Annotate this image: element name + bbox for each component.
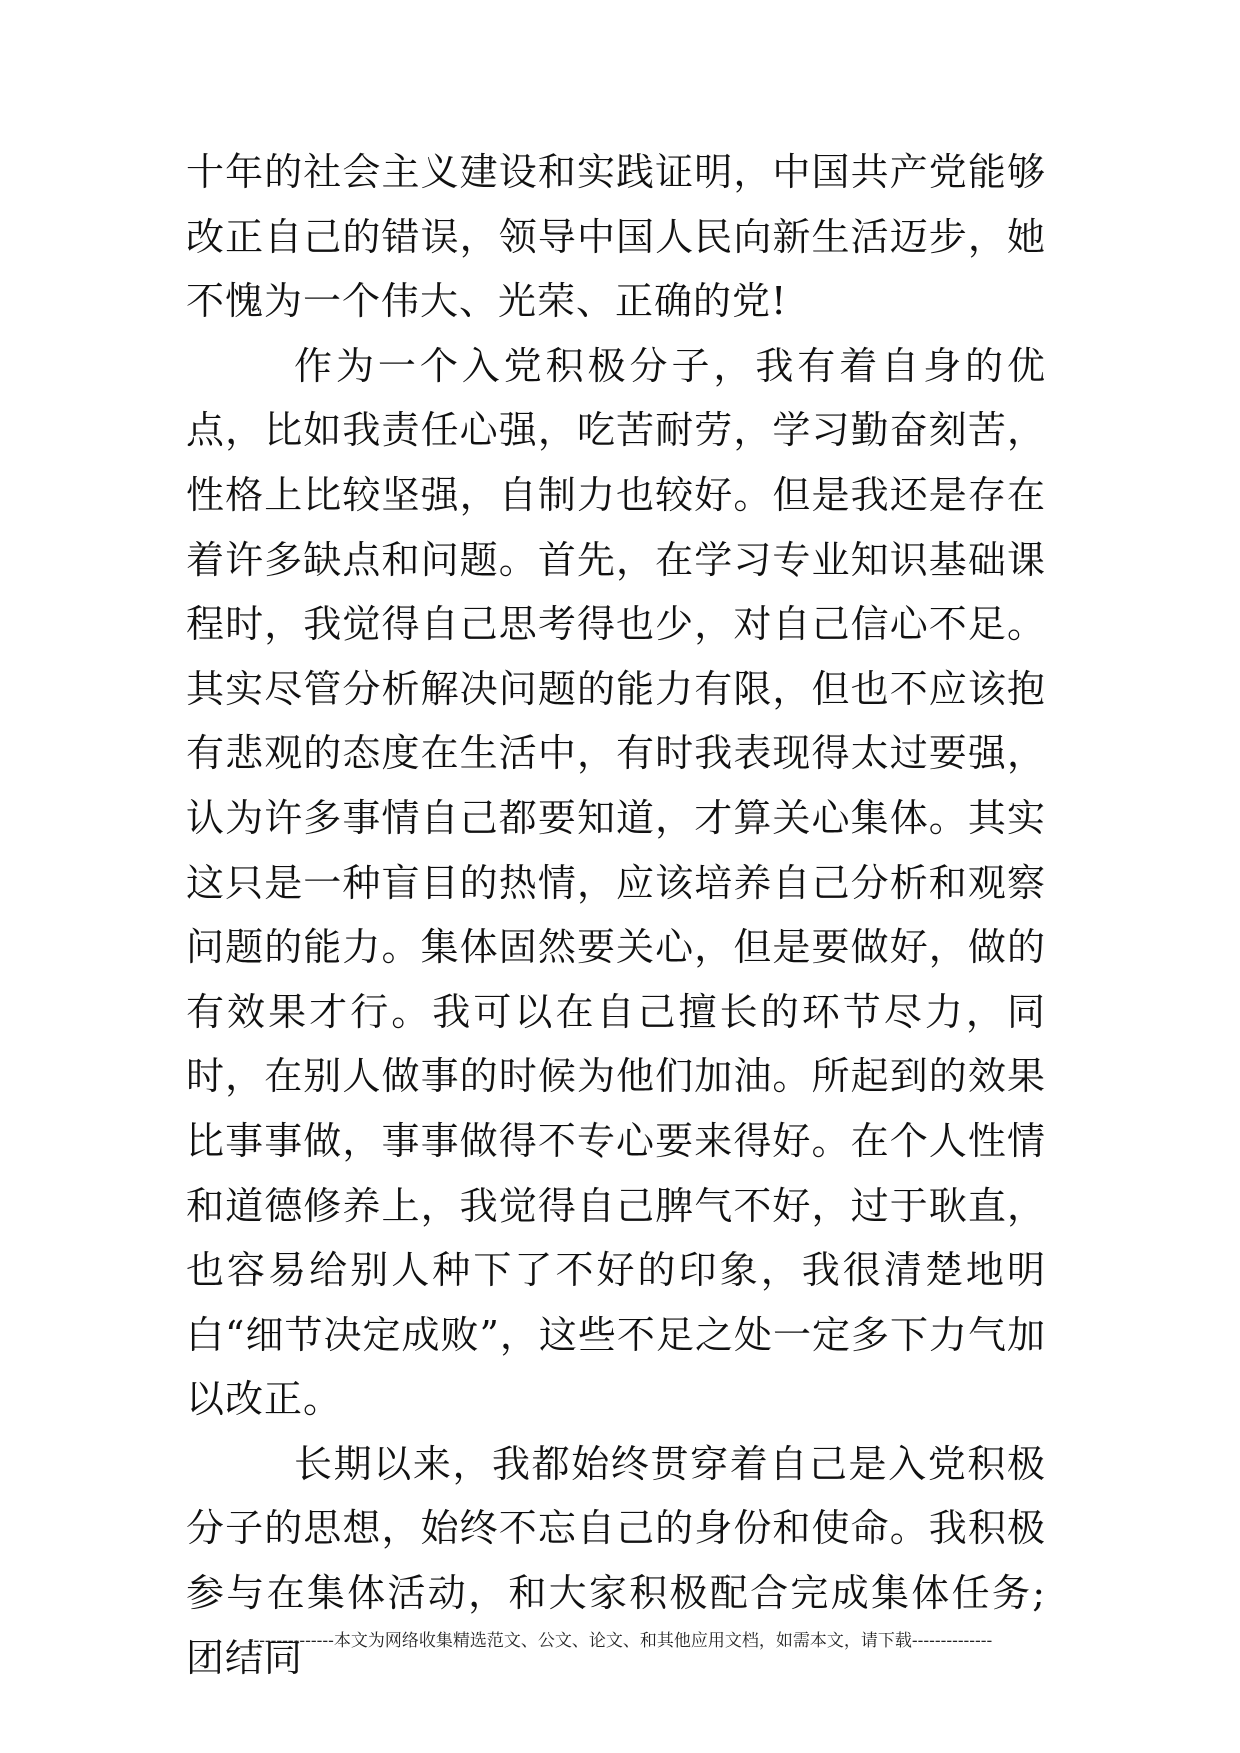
paragraph-1: 十年的社会主义建设和实践证明，中国共产党能够改正自己的错误，领导中国人民向新生活迈步，她不愧为一个伟大、光荣、正确的党!: [186, 150, 1046, 324]
paragraph-2: 作为一个入党积极分子，我有着自身的优点，比如我责任心强，吃苦耐劳，学习勤奋刻苦，性格上比较坚强，自制力也较好。但是我还是存在着许多缺点和问题。首先，在学习专业知识基础课程时，我觉得自己思考得也少，对自己信心不足。其实尽管分析解决问题的能力有限，但也不应该抱有悲观的态度在生活中，有时我表现得太过要强，认为许多事情自己都要知道，才算关心集体。其实这只是一种盲目的热情，应该培养自己分析和观察问题的能力。集体固然要关心，但是要做好，做的有效果才行。我可以在自己擅长的环节尽力，同时，在别人做事的时候为他们加油。所起到的效果比事事做，事事做得不专心要来得好。在个人性情和道德修养上，我觉得自己脾气不好，过于耿直，也容易给别人种下了不好的印象，我很清楚地明白“细节决定成败”，这些不足之处一定多下力气加以改正。: [186, 343, 1046, 1422]
paragraph-3: 长期以来，我都始终贯穿着自己是入党积极分子的思想，始终不忘自己的身份和使命。我积极参与在集体活动，和大家积极配合完成集体任务;团结同: [186, 1441, 1046, 1680]
document-body: [186, 140, 1046, 1690]
page-footer-notice: ---------------本文为网络收集精选范文、公文、论文、和其他应用文档，如需本文，请下载--------------: [247, 1631, 993, 1651]
